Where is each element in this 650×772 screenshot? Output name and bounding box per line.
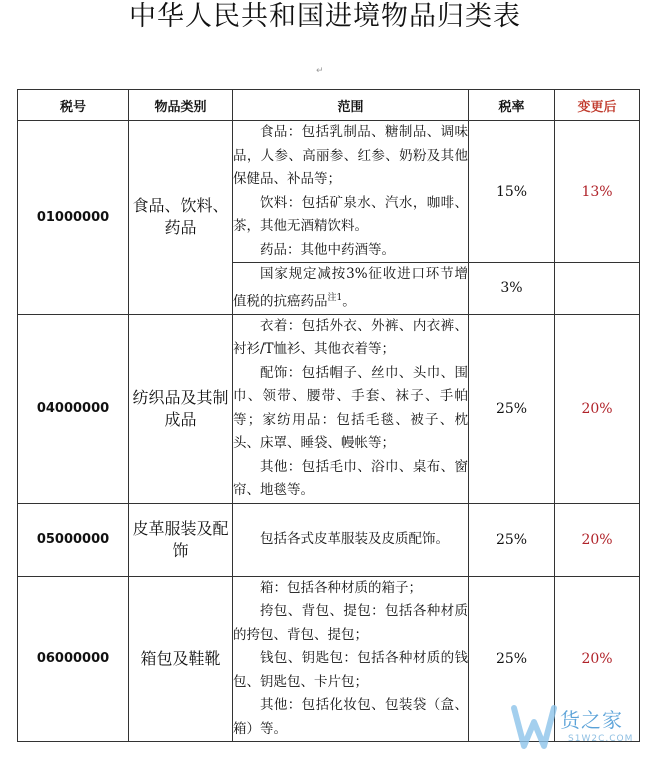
header-rate: 税率 (469, 90, 555, 121)
scope-line: 其他：包括毛巾、浴巾、桌布、窗帘、地毯等。 (233, 458, 468, 498)
scope-line: 药品：其他中药酒等。 (260, 241, 395, 258)
header-code: 税号 (18, 90, 129, 121)
watermark-logo (510, 700, 645, 760)
row-rate: 15% (469, 121, 555, 263)
row-code: 04000000 (18, 314, 129, 503)
scope-text: 国家规定减按3%征收进口环节增值税的抗癌药品 (233, 266, 468, 309)
row-changed-rate: 20% (555, 576, 640, 742)
paragraph-mark: ↵ (316, 66, 324, 76)
row-code: 05000000 (18, 503, 129, 576)
scope-line: 钱包、钥匙包：包括各种材质的钱包、钥匙包、卡片包； (233, 650, 468, 690)
watermark-url: S1W2C.COM (568, 734, 634, 744)
footnote-marker: 注1 (327, 292, 343, 303)
row-code: 01000000 (18, 121, 129, 315)
watermark-name: 货之家 (560, 708, 623, 732)
row-category: 箱包及鞋靴 (129, 576, 233, 742)
scope-line: 配饰：包括帽子、丝巾、头巾、围巾、领带、腰带、手套、袜子、手帕等；家纺用品：包括毛毯、被子、枕头、床罩、睡袋、幔帐等； (233, 364, 468, 451)
scope-line: 食品：包括乳制品、糖制品、调味品，人参、高丽参、红参、奶粉及其他保健品、补品等； (233, 124, 468, 187)
table-row (18, 503, 640, 576)
table-row (18, 121, 640, 263)
row-category: 食品、饮料、药品 (129, 121, 233, 315)
table-header-row (18, 90, 640, 121)
row-scope (233, 576, 469, 742)
row-rate: 25% (469, 576, 555, 742)
scope-line: 饮料：包括矿泉水、汽水，咖啡、茶，其他无酒精饮料。 (233, 194, 468, 234)
row-changed-rate: 20% (555, 503, 640, 576)
scope-line: 其他：包括化妆包、包装袋（盒、箱）等。 (233, 697, 468, 737)
row-changed-rate (555, 263, 640, 315)
row-category: 纺织品及其制成品 (129, 314, 233, 503)
row-scope (233, 503, 469, 576)
scope-line (233, 263, 468, 314)
header-changed: 变更后 (555, 90, 640, 121)
row-code: 06000000 (18, 576, 129, 742)
row-rate: 25% (469, 314, 555, 503)
row-changed-rate: 13% (555, 121, 640, 263)
scope-line: 挎包、背包、提包：包括各种材质的挎包、背包、提包； (233, 603, 468, 643)
scope-line: 包括各式皮革服装及皮质配饰。 (260, 530, 449, 547)
goods-classification-table (17, 89, 640, 742)
row-scope (233, 263, 469, 315)
scope-line: 箱：包括各种材质的箱子； (260, 579, 422, 596)
header-category: 物品类别 (129, 90, 233, 121)
watermark-w-icon (510, 700, 558, 758)
row-rate: 25% (469, 503, 555, 576)
scope-line: 衣着：包括外衣、外裤、内衣裤、衬衫/T恤衫、其他衣着等； (233, 317, 468, 357)
table-row (18, 314, 640, 503)
scope-text: 。 (342, 293, 356, 309)
header-scope: 范围 (233, 90, 469, 121)
row-scope (233, 314, 469, 503)
row-category: 皮革服装及配饰 (129, 503, 233, 576)
document-title: 中华人民共和国进境物品归类表 (129, 1, 521, 32)
row-changed-rate: 20% (555, 314, 640, 503)
row-scope (233, 121, 469, 263)
row-rate: 3% (469, 263, 555, 315)
